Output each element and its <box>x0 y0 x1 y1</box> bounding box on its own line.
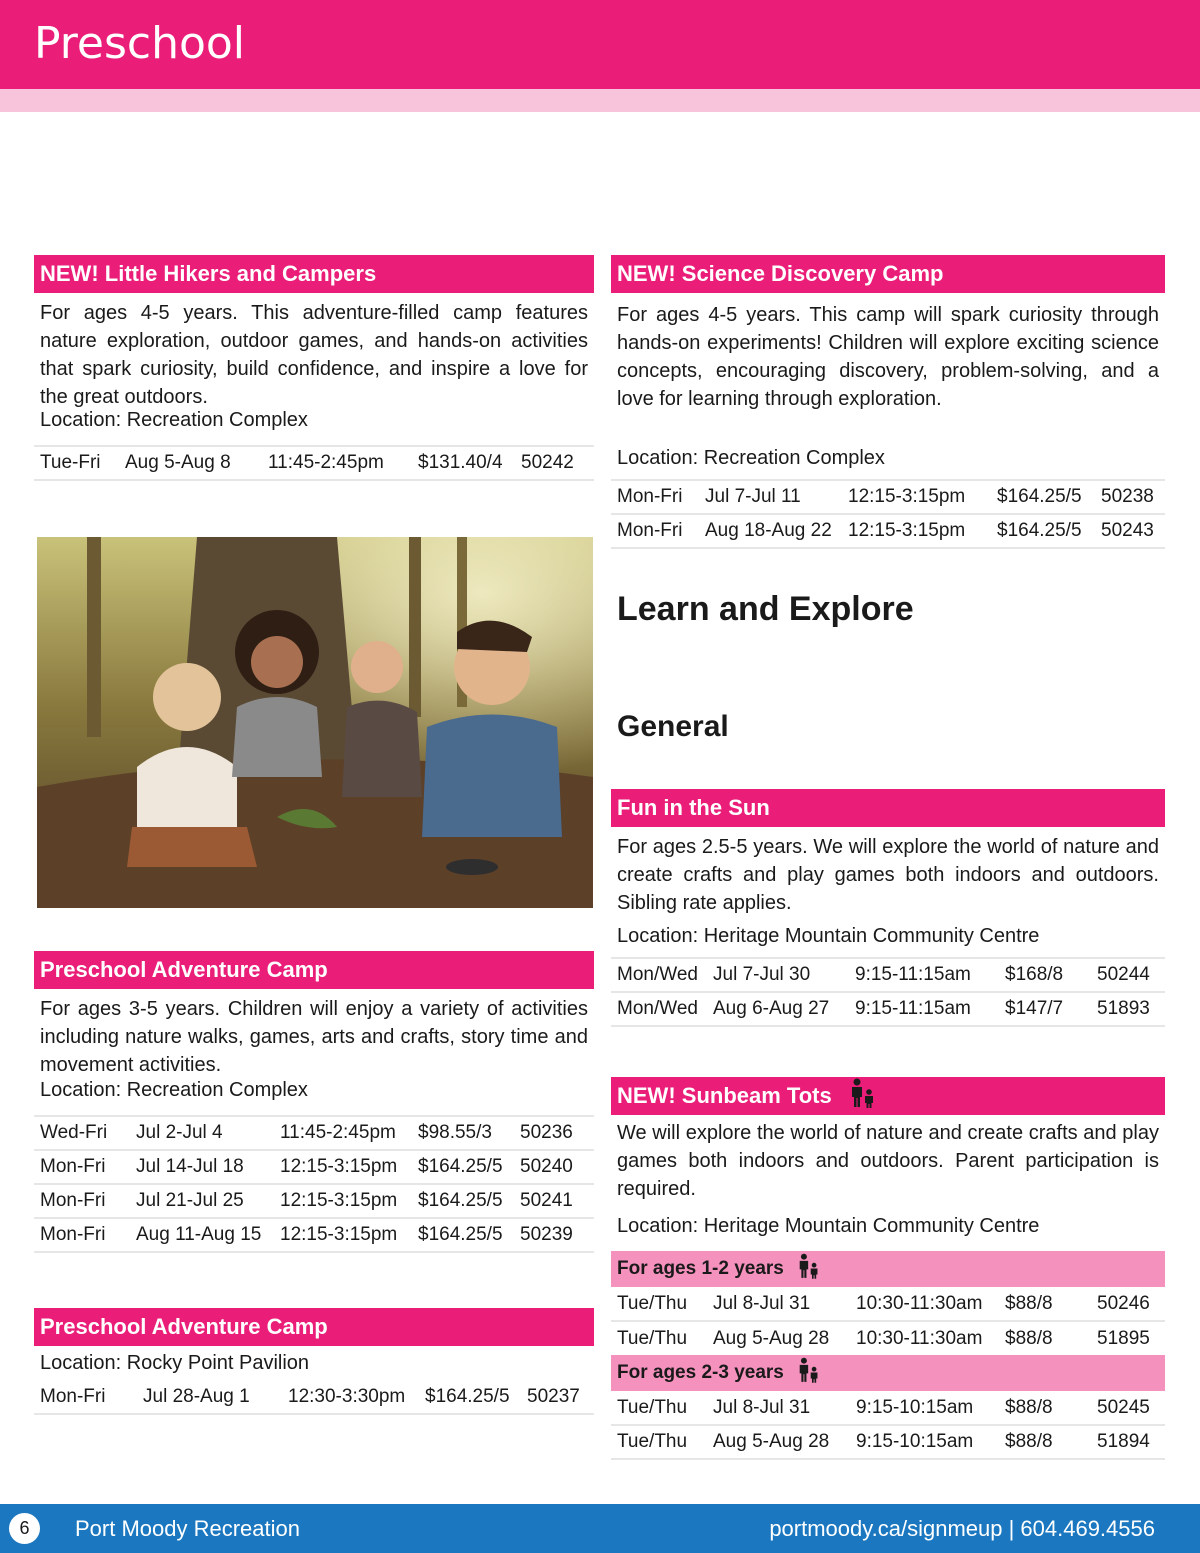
time-cell: 12:15-3:15pm <box>842 480 991 514</box>
table-row <box>611 480 1165 514</box>
dates-cell: Jul 8-Jul 31 <box>707 1287 850 1321</box>
code-cell: 50236 <box>514 1116 594 1150</box>
adventure-camp-rocky-point-schedule <box>34 1380 594 1415</box>
dates-cell: Aug 5-Aug 28 <box>713 1327 830 1349</box>
dates-cell: Jul 28-Aug 1 <box>137 1380 282 1414</box>
parent-child-icon <box>850 1078 876 1114</box>
table-row <box>611 514 1165 548</box>
table-row <box>34 1116 594 1150</box>
header-accent-strip <box>0 89 1200 112</box>
price-cell: $164.25/5 <box>412 1218 514 1252</box>
dates-cell: Jul 7-Jul 30 <box>707 958 849 992</box>
time-cell: 11:45-2:45pm <box>274 1116 412 1150</box>
page-header <box>0 0 1200 89</box>
sunbeam-tots-location: Location: Heritage Mountain Community Centre <box>617 1215 1040 1237</box>
price-cell: $88/8 <box>999 1391 1091 1425</box>
little-hikers-title: NEW! Little Hikers and Campers <box>34 255 594 293</box>
sunbeam-tots-title: NEW! Sunbeam Tots <box>617 1083 832 1108</box>
time-cell: 12:15-3:15pm <box>274 1184 412 1218</box>
little-hikers-location: Location: Recreation Complex <box>40 409 308 431</box>
table-row <box>34 1184 594 1218</box>
code-cell: 51894 <box>1091 1425 1165 1459</box>
days-cell: Wed-Fri <box>34 1116 130 1150</box>
days-cell: Mon-Fri <box>34 1380 137 1414</box>
price-cell: $131.40/4 <box>412 446 515 480</box>
fun-in-the-sun-title: Fun in the Sun <box>611 789 1165 827</box>
time-cell: 9:15-11:15am <box>849 992 999 1026</box>
price-cell: $164.25/5 <box>991 480 1095 514</box>
time-cell: 9:15-10:15am <box>850 1425 999 1459</box>
time-cell: 9:15-11:15am <box>849 958 999 992</box>
table-row <box>611 1287 1165 1321</box>
adventure-camp-section <box>34 951 594 1253</box>
code-cell: 50245 <box>1091 1391 1165 1425</box>
dates-cell: Aug 5-Aug 28 <box>707 1425 850 1459</box>
ages-2-3-schedule <box>611 1391 1165 1460</box>
ages-2-3-subheader <box>611 1355 1165 1391</box>
time-cell: 10:30-11:30am <box>856 1327 983 1349</box>
table-row <box>611 992 1165 1026</box>
sunbeam-tots-title-bar <box>611 1077 1165 1115</box>
table-row <box>611 958 1165 992</box>
price-cell: $168/8 <box>999 958 1091 992</box>
time-cell: 12:15-3:15pm <box>274 1218 412 1252</box>
days-cell: Mon-Fri <box>34 1150 130 1184</box>
days-cell: Mon-Fri <box>34 1218 130 1252</box>
table-row <box>611 1425 1165 1459</box>
days-cell: Mon-Fri <box>611 514 699 548</box>
dates-cell: Aug 11-Aug 15 <box>130 1218 274 1252</box>
little-hikers-schedule <box>34 445 594 481</box>
price-cell: $164.25/5 <box>412 1184 514 1218</box>
days-cell: Tue/Thu <box>617 1327 688 1349</box>
dates-cell: Jul 14-Jul 18 <box>130 1150 274 1184</box>
dates-cell: Aug 6-Aug 27 <box>707 992 849 1026</box>
adventure-camp-rocky-point-location: Location: Rocky Point Pavilion <box>40 1352 310 1374</box>
code-cell: 50237 <box>521 1380 594 1414</box>
table-row <box>34 446 594 480</box>
price-cell: $164.25/5 <box>412 1150 514 1184</box>
dates-cell: Jul 8-Jul 31 <box>707 1391 850 1425</box>
science-camp-section <box>611 255 1165 549</box>
price-cell: $147/7 <box>999 992 1091 1026</box>
days-cell: Mon-Fri <box>34 1184 130 1218</box>
table-row <box>34 1150 594 1184</box>
little-hikers-section <box>34 255 594 481</box>
adventure-camp-description: For ages 3-5 years. Children will enjoy a variety of activities including nature walks, games, arts and crafts, story time and movement activities. <box>40 998 588 1076</box>
days-cell: Mon-Fri <box>611 480 699 514</box>
fun-in-the-sun-schedule <box>611 957 1165 1027</box>
sunbeam-tots-description: We will explore the world of nature and create crafts and play games both indoors and outdoors. Parent participation is required. <box>617 1122 1159 1200</box>
sunbeam-tots-section <box>611 1077 1165 1460</box>
code-cell: 50240 <box>514 1150 594 1184</box>
table-row <box>611 1321 1165 1355</box>
code-cell: 50246 <box>1091 1287 1165 1321</box>
days-cell: Tue-Fri <box>34 446 119 480</box>
page-title: Preschool <box>34 18 246 69</box>
code-cell: 51895 <box>1097 1327 1150 1349</box>
science-camp-title: NEW! Science Discovery Camp <box>611 255 1165 293</box>
time-cell: 11:45-2:45pm <box>262 446 412 480</box>
code-cell: 50244 <box>1091 958 1165 992</box>
ages-1-2-subheader <box>611 1251 1165 1287</box>
dates-cell: Aug 5-Aug 8 <box>119 446 262 480</box>
adventure-camp-rocky-point-section <box>34 1308 594 1415</box>
time-cell: 12:15-3:15pm <box>842 514 991 548</box>
fun-in-the-sun-section <box>611 789 1165 1027</box>
dates-cell: Jul 7-Jul 11 <box>699 480 842 514</box>
adventure-camp-title: Preschool Adventure Camp <box>34 951 594 989</box>
science-camp-description: For ages 4-5 years. This camp will spark curiosity through hands-on experiments! Children will explore exciting science concepts, encouraging discovery, problem-solving, and a love for learning through exploration. <box>617 304 1159 410</box>
days-cell: Tue/Thu <box>611 1391 707 1425</box>
days-cell: Mon/Wed <box>611 992 707 1026</box>
days-cell: Tue/Thu <box>611 1425 707 1459</box>
price-cell: $164.25/5 <box>419 1380 521 1414</box>
price-cell: $88/8 <box>999 1425 1091 1459</box>
time-cell: 12:15-3:15pm <box>274 1150 412 1184</box>
days-cell: Tue/Thu <box>611 1287 707 1321</box>
footer-contact-link[interactable]: portmoody.ca/signmeup | 604.469.4556 <box>769 1516 1155 1541</box>
fun-in-the-sun-location: Location: Heritage Mountain Community Centre <box>617 925 1040 947</box>
price-cell: $98.55/3 <box>412 1116 514 1150</box>
science-camp-location: Location: Recreation Complex <box>617 447 885 469</box>
parent-child-icon <box>798 1252 820 1286</box>
page-number: 6 <box>9 1513 40 1544</box>
days-cell: Mon/Wed <box>611 958 707 992</box>
dates-cell: Aug 18-Aug 22 <box>699 514 842 548</box>
code-cell: 50241 <box>514 1184 594 1218</box>
footer-org-name: Port Moody Recreation <box>75 1516 300 1541</box>
adventure-camp-location: Location: Recreation Complex <box>40 1079 308 1101</box>
table-row <box>34 1380 594 1414</box>
code-cell: 50239 <box>514 1218 594 1252</box>
time-cell: 10:30-11:30am <box>850 1287 999 1321</box>
ages-1-2-label: For ages 1-2 years <box>617 1258 784 1279</box>
code-cell: 51893 <box>1091 992 1165 1026</box>
table-row <box>611 1391 1165 1425</box>
ages-1-2-schedule <box>611 1287 1165 1355</box>
price-cell: $88/8 <box>999 1287 1091 1321</box>
code-cell: 50242 <box>515 446 594 480</box>
price-cell: $88/8 <box>1005 1327 1053 1349</box>
dates-cell: Jul 21-Jul 25 <box>130 1184 274 1218</box>
general-heading: General <box>617 710 729 743</box>
table-row <box>34 1218 594 1252</box>
children-outdoors-photo <box>37 537 593 908</box>
dates-cell: Jul 2-Jul 4 <box>130 1116 274 1150</box>
code-cell: 50243 <box>1095 514 1165 548</box>
learn-explore-heading: Learn and Explore <box>617 590 914 628</box>
adventure-camp-rocky-point-title: Preschool Adventure Camp <box>34 1308 594 1346</box>
science-camp-schedule <box>611 479 1165 549</box>
ages-2-3-label: For ages 2-3 years <box>617 1362 784 1383</box>
fun-in-the-sun-description: For ages 2.5-5 years. We will explore the world of nature and create crafts and play games both indoors and outdoors. Sibling rate applies. <box>617 836 1159 914</box>
little-hikers-description: For ages 4-5 years. This adventure-filled camp features nature exploration, outdoor games, and hands-on activities that spark curiosity, build confidence, and inspire a love for the great outdoors. <box>40 302 588 408</box>
page-footer <box>0 1504 1200 1553</box>
adventure-camp-schedule <box>34 1115 594 1253</box>
time-cell: 12:30-3:30pm <box>282 1380 419 1414</box>
time-cell: 9:15-10:15am <box>850 1391 999 1425</box>
price-cell: $164.25/5 <box>991 514 1095 548</box>
code-cell: 50238 <box>1095 480 1165 514</box>
parent-child-icon <box>798 1356 820 1390</box>
